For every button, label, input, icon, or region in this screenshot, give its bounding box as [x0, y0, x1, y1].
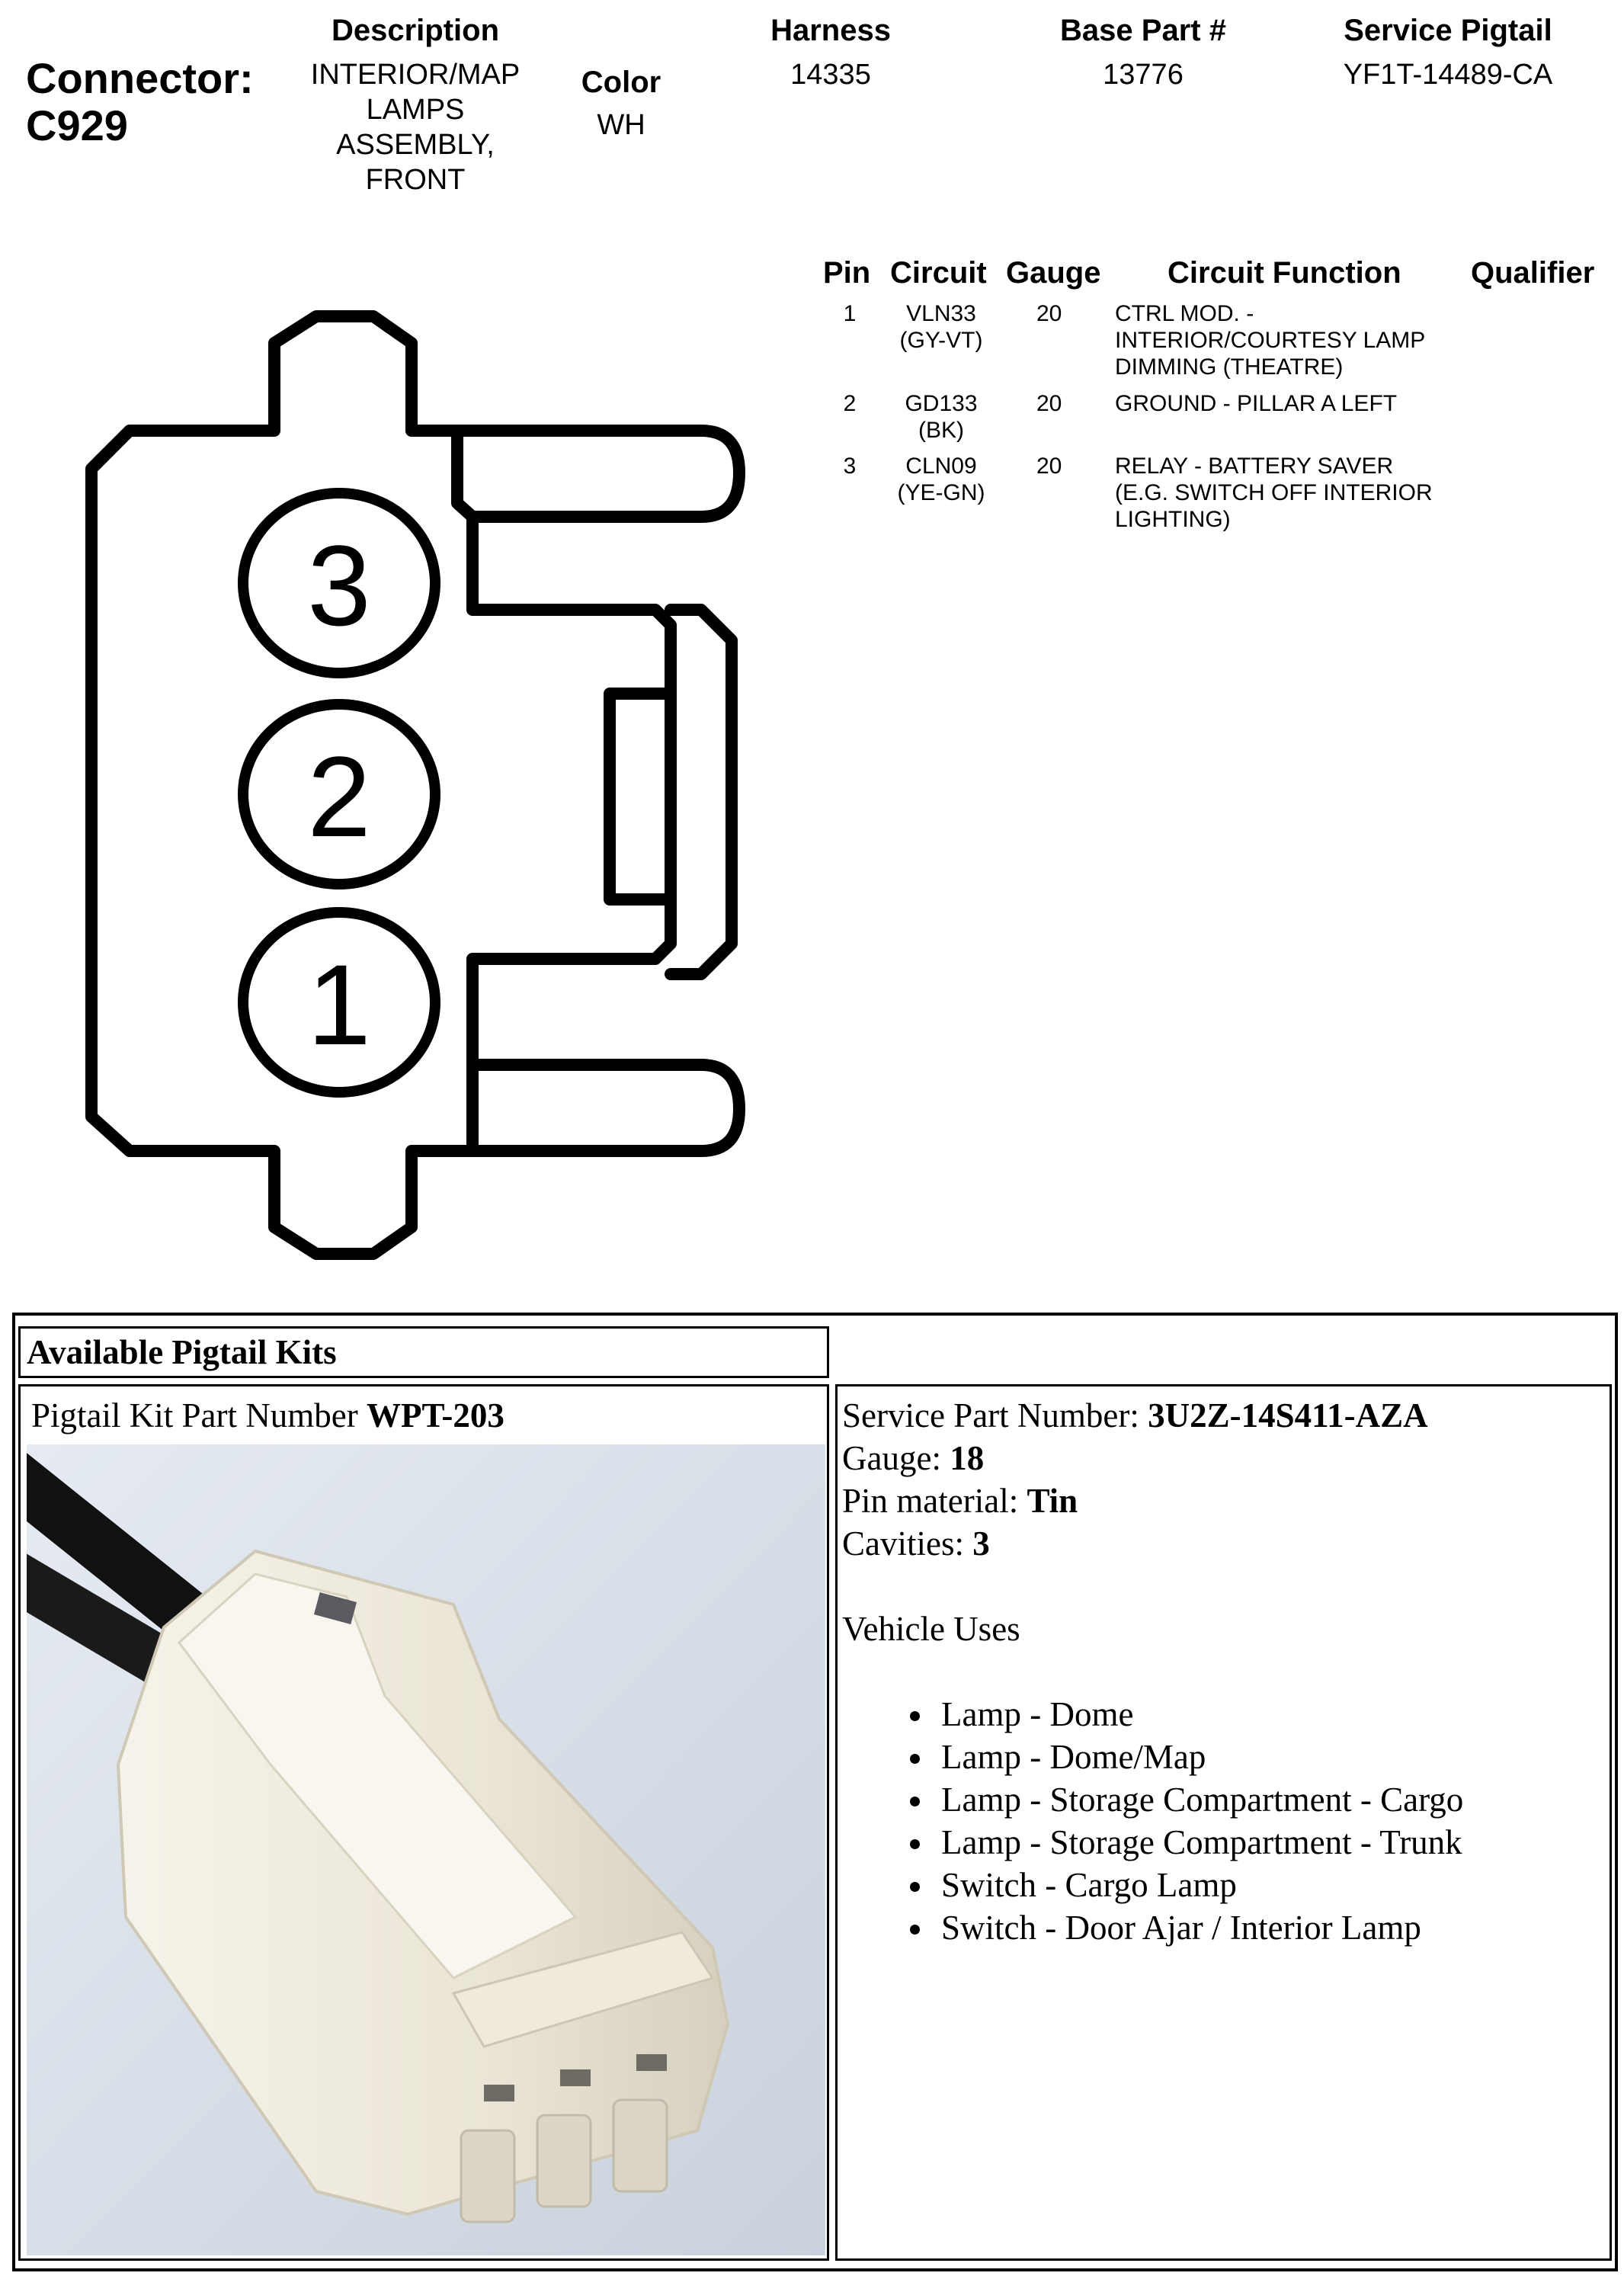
harness-value: 14335 — [790, 59, 871, 91]
pigtail-kit-label: Pigtail Kit Part Number WPT-203 — [31, 1396, 504, 1435]
key-slot — [610, 694, 671, 899]
service-pigtail-value: YF1T-14489-CA — [1343, 59, 1553, 91]
circuit-cell: GD133 (BK) — [905, 391, 978, 443]
pin-label-2: 2 — [307, 732, 371, 861]
gauge-cell: 20 — [1036, 454, 1062, 479]
function-cell: GROUND - PILLAR A LEFT — [1115, 391, 1398, 416]
bottom-latch — [457, 1065, 739, 1151]
connector-id: C929 — [26, 101, 128, 149]
gauge-cell: 20 — [1036, 391, 1062, 416]
pin-number: 1 — [843, 301, 857, 326]
service-pigtail-column — [1296, 14, 1600, 92]
base-part-column — [1029, 14, 1257, 92]
right-rail — [671, 610, 732, 974]
pigtail-section-title: Available Pigtail Kits — [18, 1326, 829, 1378]
connector-face-diagram — [0, 290, 762, 1281]
pin-label-1: 1 — [307, 941, 371, 1069]
pin-label-3: 3 — [307, 521, 371, 649]
function-cell: CTRL MOD. - INTERIOR/COURTESY LAMP DIMMING (THEATRE) — [1115, 301, 1426, 380]
vehicle-uses-list — [842, 1693, 1610, 1949]
description-header: Description — [331, 14, 500, 47]
pin-material-spec: Pin material: Tin — [842, 1482, 1078, 1520]
harness-column — [732, 14, 930, 92]
service-part-number: Service Part Number: 3U2Z-14S411-AZA — [842, 1396, 1428, 1435]
pin-number: 3 — [843, 454, 857, 479]
list-item: • Switch - Door Ajar / Interior Lamp — [935, 1906, 1610, 1949]
cavities-spec: Cavities: 3 — [842, 1524, 990, 1563]
vehicle-uses-title: Vehicle Uses — [842, 1610, 1020, 1648]
connector-label: Connector: — [26, 54, 254, 102]
circuit-header: Circuit — [890, 256, 987, 290]
base-part-value: 13776 — [1103, 59, 1184, 91]
list-item: • Lamp - Storage Compartment - Cargo — [935, 1778, 1610, 1821]
list-item: • Lamp - Dome/Map — [935, 1736, 1610, 1778]
circuit-cell: VLN33 (GY-VT) — [899, 301, 983, 353]
harness-header: Harness — [770, 14, 891, 47]
gauge-cell: 20 — [1036, 301, 1062, 326]
pigtail-kit-number: WPT-203 — [366, 1396, 504, 1435]
qualifier-header: Qualifier — [1471, 256, 1595, 290]
description-value: INTERIOR/MAP LAMPS ASSEMBLY, FRONT — [310, 59, 521, 196]
function-cell: RELAY - BATTERY SAVER (E.G. SWITCH OFF INTERIOR LIGHTING) — [1115, 454, 1433, 532]
pin-header: Pin — [823, 256, 871, 290]
service-pigtail-header: Service Pigtail — [1344, 14, 1552, 47]
function-header: Circuit Function — [1168, 256, 1401, 290]
connector-title — [26, 55, 254, 149]
list-item: • Lamp - Dome — [935, 1693, 1610, 1736]
list-item: • Lamp - Storage Compartment - Trunk — [935, 1821, 1610, 1864]
description-column — [263, 14, 568, 197]
base-part-header: Base Part # — [1060, 14, 1226, 47]
color-header: Color — [581, 66, 661, 99]
gauge-header: Gauge — [1006, 256, 1101, 290]
gauge-spec: Gauge: 18 — [842, 1439, 985, 1477]
pigtail-connector-photo — [27, 1444, 825, 2255]
pin-number: 2 — [843, 391, 857, 416]
pigtail-details-cell — [835, 1384, 1612, 2261]
circuit-cell: CLN09 (YE-GN) — [897, 454, 985, 505]
pigtail-photo-cell — [18, 1384, 829, 2261]
list-item: • Switch - Cargo Lamp — [935, 1864, 1610, 1906]
color-column — [545, 66, 697, 143]
color-value: WH — [597, 109, 645, 141]
